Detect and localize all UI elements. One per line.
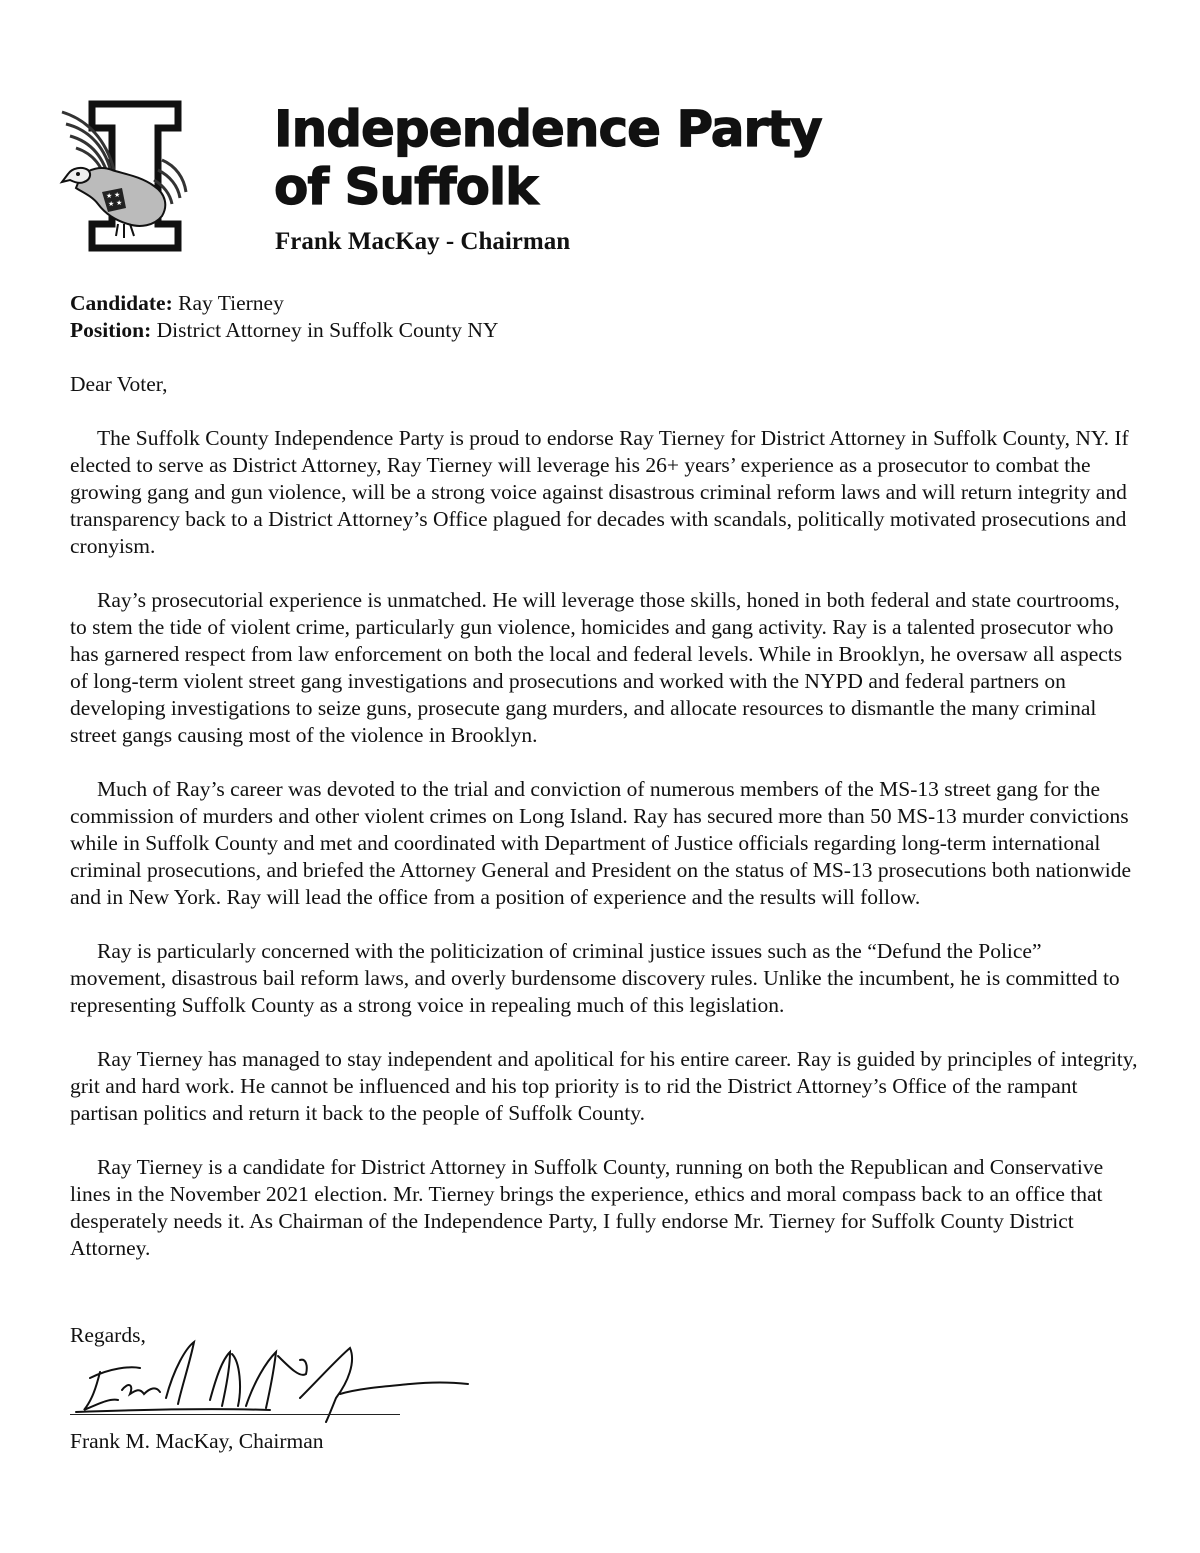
eagle-flag-letter-i-logo	[58, 100, 188, 252]
signature-line	[70, 1414, 400, 1415]
candidate-label: Candidate:	[70, 291, 173, 315]
svg-text:★: ★	[108, 200, 115, 208]
paragraph-endorsement: The Suffolk County Independence Party is proud to endorse Ray Tierney for District Attorney in Suffolk County, NY. If elected to serve as District Attorney, Ray Tierney will leverage his 26+ years’ experience as a prosecutor to combat the growing gang and gun violence, will be a strong voice against disastrous criminal reform laws and will return integrity and transparency back to a District Attorney’s Office plagued for decades with scandals, politically motivated prosecutions and cronyism.	[70, 426, 1129, 558]
salutation: Dear Voter,	[70, 372, 168, 396]
closing: Regards,	[70, 1323, 146, 1347]
position-field	[70, 317, 1140, 344]
paragraph-candidacy: Ray Tierney is a candidate for District Attorney in Suffolk County, running on both the Republican and Conservative lines in the November 2021 election. Mr. Tierney brings the experience, ethics and moral compass back to an office that desperately needs it. As Chairman of the Independence Party, I fully endorse Mr. Tierney for Suffolk County District Attorney.	[70, 1155, 1104, 1260]
svg-text:★: ★	[106, 192, 113, 200]
svg-text:★: ★	[116, 199, 123, 207]
candidate-value: Ray Tierney	[172, 291, 284, 315]
paragraph-ms13: Much of Ray’s career was devoted to the trial and conviction of numerous members of the MS-13 street gang for the commission of murders and other violent crimes on Long Island. Ray has secured more than 50 MS-13 murder convictions while in Suffolk County and met and coordinated with Department of Justice officials regarding long-term international criminal prosecutions, and briefed the Attorney General and President on the status of MS-13 prosecutions both nationwide and in New York. Ray will lead the office from a position of experience and the results will follow.	[70, 777, 1132, 909]
organization-name	[274, 100, 974, 216]
svg-text:★: ★	[114, 191, 121, 199]
signer-name: Frank M. MacKay, Chairman	[70, 1429, 324, 1453]
org-name-line-1: Independence Party	[274, 100, 822, 158]
org-name-line-2: of Suffolk	[274, 158, 538, 216]
position-value: District Attorney in Suffolk County NY	[151, 318, 499, 342]
handwritten-signature	[70, 1338, 470, 1424]
chairman-line: Frank MacKay - Chairman	[275, 228, 571, 255]
paragraph-independence: Ray Tierney has managed to stay independent and apolitical for his entire career. Ray is guided by principles of integrity, grit and hard work. He cannot be influenced and his top priority is to rid the District Attorney’s Office of the rampant partisan politics and return it back to the people of Suffolk County.	[70, 1047, 1138, 1125]
candidate-field	[70, 290, 1140, 317]
paragraph-experience: Ray’s prosecutorial experience is unmatched. He will leverage those skills, honed in both federal and state courtrooms, to stem the tide of violent crime, particularly gun violence, homicides and gang activity. Ray is a talented prosecutor who has garnered respect from law enforcement on both the local and federal levels. While in Brooklyn, he oversaw all aspects of long-term violent street gang investigations and prosecutions and worked with the NYPD and federal partners on developing investigations to seize guns, prosecute gang murders, and allocate resources to dismantle the many criminal street gangs causing most of the violence in Brooklyn.	[70, 588, 1123, 747]
letter-body	[70, 290, 1140, 1262]
position-label: Position:	[70, 318, 152, 342]
paragraph-politicization: Ray is particularly concerned with the politicization of criminal justice issues such as the “Defund the Police” movement, disastrous bail reform laws, and overly burdensome discovery rules. Unlike the incumbent, he is committed to representing Suffolk County as a strong voice in repealing much of this legislation.	[70, 939, 1120, 1017]
